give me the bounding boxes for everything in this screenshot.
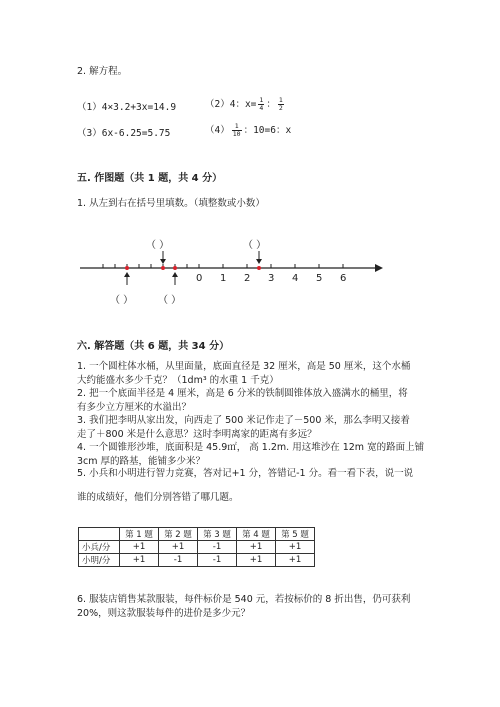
score-table: [78, 527, 315, 567]
table-cell: -1: [198, 554, 237, 567]
tick-label-2: 2: [244, 273, 251, 284]
problem-2-line-2: 有多少立方厘米的水溢出？: [77, 401, 192, 413]
fraction-numerator: 1: [232, 123, 242, 131]
table-cell: +1: [237, 541, 276, 554]
problem-4: [77, 441, 427, 468]
problem-3-line-2: 走了＋800 米是什么意思？这时李明离家的距离有多远？: [77, 428, 317, 440]
table-cell: -1: [159, 554, 198, 567]
equation-2-prefix: （2）4：x=: [205, 99, 257, 110]
equation-4-prefix: （4）: [205, 125, 230, 136]
problem-3: [77, 414, 427, 441]
drawing-question-1: 1. 从左到右在括号里填数。（填整数或小数）: [77, 198, 265, 209]
problem-6: [77, 593, 427, 620]
tick-label-5: 5: [316, 273, 323, 284]
table-cell: -1: [198, 541, 237, 554]
equations-title: 2. 解方程。: [77, 66, 128, 77]
problem-5-line-1: 5. 小兵和小明进行智力竞赛，答对记+1 分，答错记-1 分。看一看下表，说一说: [77, 468, 414, 479]
table-header-cell: [79, 528, 120, 541]
table-header-cell: 第 5 题: [276, 528, 315, 541]
blank-above-1[interactable]: （ ）: [146, 240, 170, 251]
table-row: [79, 554, 315, 567]
problem-1-line-2: 大约能盛水多少千克？（1dm³ 的水重 1 千克）: [77, 374, 279, 386]
section-5-heading: 五. 作图题（共 1 题，共 4 分）: [77, 173, 223, 184]
equation-2-fraction-1: [258, 97, 264, 112]
tick-label-3: 3: [268, 273, 275, 284]
tick-label-4: 4: [292, 273, 299, 284]
problem-5: [77, 467, 427, 481]
blank-below-1[interactable]: （ ）: [110, 295, 134, 306]
equation-2-separator: ：: [266, 99, 276, 110]
problem-3-line-1: 3. 我们把李明从家出发，向西走了 500 米记作走了－500 米，那么李明又接着: [77, 415, 410, 426]
table-cell: +1: [237, 554, 276, 567]
table-cell: 小明/分: [79, 554, 120, 567]
table-header-cell: 第 1 题: [120, 528, 159, 541]
fraction-denominator: 10: [232, 130, 241, 138]
number-line-arrowhead: [375, 264, 383, 272]
blank-below-2[interactable]: （ ）: [158, 295, 182, 306]
table-cell: 小兵/分: [79, 541, 120, 554]
equation-4-suffix: ：10=6：x: [243, 125, 292, 136]
equation-1: （1）4×3.2+3x=14.9: [77, 102, 177, 113]
equation-3: （3）6x-6.25=5.75: [77, 128, 171, 139]
table-header-row: [79, 528, 315, 541]
fraction-numerator: 1: [259, 96, 264, 104]
tick-label-0: 0: [196, 273, 203, 284]
table-header-cell: 第 3 题: [198, 528, 237, 541]
problem-4-line-1: 4. 一个圆锥形沙堆，底面积是 45.9㎡， 高 1.2m. 用这堆沙在 12m 宽的路面上铺: [77, 442, 425, 453]
marker-point-2: [161, 266, 165, 270]
problem-6-line-2: 20%，则这款服装每件的进价是多少元？: [77, 607, 251, 619]
tick-label-6: 6: [340, 273, 347, 284]
equation-2: [205, 96, 286, 112]
table-cell: +1: [276, 554, 315, 567]
table-row: [79, 541, 315, 554]
tick-label-1: 1: [220, 273, 227, 284]
problem-6-line-1: 6. 服装店销售某款服装，每件标价是 540 元，若按标价的 8 折出售，仍可获利: [77, 594, 411, 605]
table-header-cell: 第 4 题: [237, 528, 276, 541]
problem-2: [77, 387, 427, 414]
marker-point-4: [257, 266, 261, 270]
marker-point-3: [173, 266, 177, 270]
fraction-numerator: 1: [278, 96, 283, 104]
fraction-denominator: 2: [278, 104, 283, 112]
blank-above-2[interactable]: （ ）: [243, 240, 267, 251]
section-6-heading: 六. 解答题（共 6 题，共 34 分）: [77, 341, 230, 352]
problem-1-line-1: 1. 一个圆柱体水桶，从里面量，底面直径是 32 厘米，高是 50 厘米，这个水桶: [77, 361, 411, 372]
table-cell: +1: [159, 541, 198, 554]
table-cell: +1: [120, 554, 159, 567]
table-header-cell: 第 2 题: [159, 528, 198, 541]
problem-5-line-2: 谁的成绩好，他们分别答错了哪几题。: [77, 492, 239, 503]
problem-2-line-1: 2. 把一个底面半径是 4 厘米，高是 6 分米的铁制圆锥体放入盛满水的桶里，将: [77, 388, 408, 399]
marker-point-1: [125, 266, 129, 270]
equation-4: [205, 122, 291, 138]
problem-4-line-2: 3cm 厚的路基，能铺多少米？: [77, 455, 206, 467]
table-cell: +1: [120, 541, 159, 554]
fraction-denominator: 4: [259, 104, 264, 112]
table-cell: +1: [276, 541, 315, 554]
equation-4-fraction: [232, 123, 242, 138]
equation-2-fraction-2: [278, 97, 284, 112]
problem-1: [77, 360, 427, 387]
